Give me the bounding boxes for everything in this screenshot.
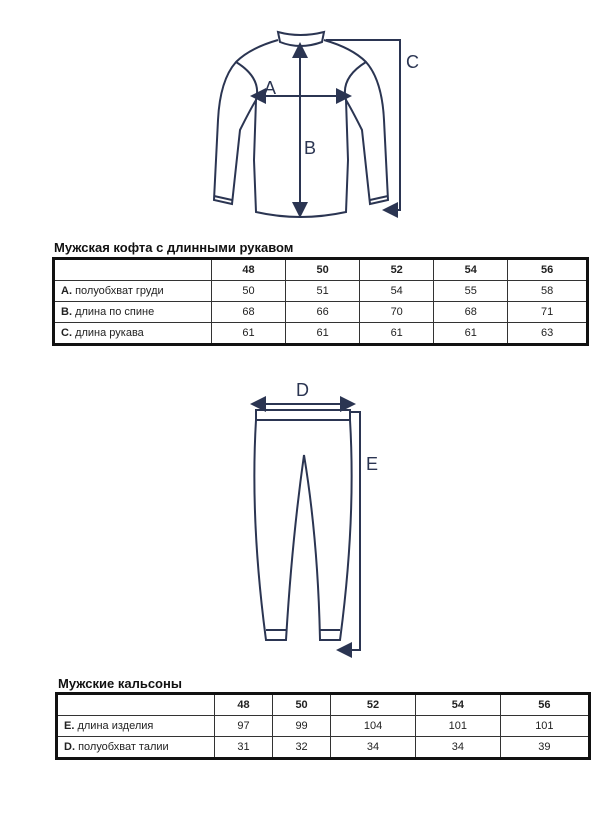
size-cell: 48: [215, 694, 273, 716]
size-cell: 50: [286, 259, 360, 281]
shirt-illustration: [214, 32, 400, 217]
size-cell: 54: [415, 694, 500, 716]
shirt-size-table: [52, 257, 589, 346]
pants-size-table: [55, 692, 591, 760]
label-d: D: [296, 380, 309, 400]
size-cell: 48: [212, 259, 286, 281]
table-row: C. длина рукава 61 61 61 61 63: [54, 323, 588, 345]
table-header-row: [57, 694, 590, 716]
label-c: C: [406, 52, 419, 72]
shirt-table-title: Мужская кофта с длинными рукавом: [54, 240, 294, 255]
size-cell: 52: [360, 259, 434, 281]
table-row: A. полуобхват груди 50 51 54 55 58: [54, 281, 588, 302]
size-cell: 54: [434, 259, 508, 281]
size-cell: 56: [500, 694, 589, 716]
table-header-row: [54, 259, 588, 281]
table-row: D. полуобхват талии 31 32 34 34 39: [57, 737, 590, 759]
size-cell: 56: [508, 259, 588, 281]
label-a: A: [264, 78, 277, 98]
size-cell: 50: [273, 694, 331, 716]
table-row: B. длина по спине 68 66 70 68 71: [54, 302, 588, 323]
pants-illustration: [254, 404, 360, 650]
size-cell: 52: [331, 694, 416, 716]
pants-table-title: Мужские кальсоны: [58, 676, 182, 691]
label-e: E: [366, 454, 379, 474]
table-row: E. длина изделия 97 99 104 101 101: [57, 716, 590, 737]
label-b: B: [304, 138, 317, 158]
